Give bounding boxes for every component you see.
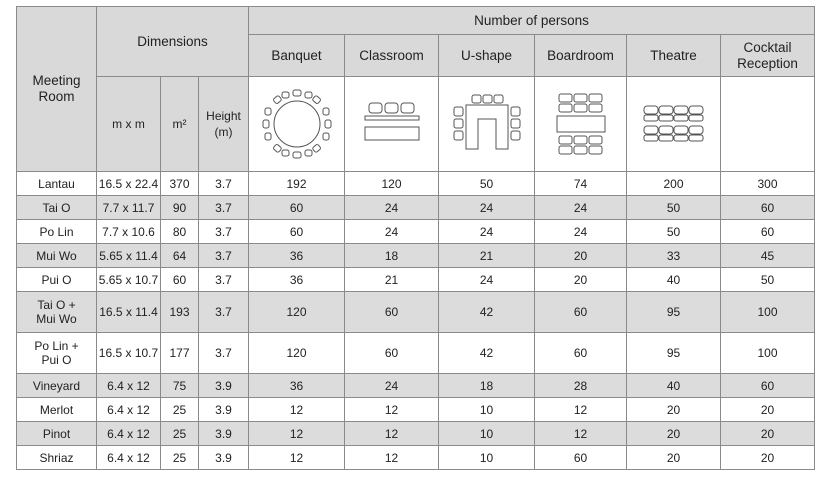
cell-area: 193 xyxy=(161,292,199,333)
cell-theatre: 33 xyxy=(627,244,721,268)
cell-ushape: 21 xyxy=(439,244,535,268)
table-row xyxy=(17,220,815,244)
cell-boardroom: 28 xyxy=(535,374,627,398)
cell-height: 3.7 xyxy=(199,244,249,268)
cell-theatre: 50 xyxy=(627,196,721,220)
cell-banquet: 36 xyxy=(249,268,345,292)
cell-theatre: 20 xyxy=(627,446,721,470)
header-number-of-persons: Number of persons xyxy=(249,7,815,35)
cell-banquet: 36 xyxy=(249,244,345,268)
table-row xyxy=(17,422,815,446)
cell-boardroom: 20 xyxy=(535,268,627,292)
u-shape-layout-icon xyxy=(439,77,535,172)
table-row xyxy=(17,374,815,398)
cell-cocktail: 100 xyxy=(721,333,815,374)
cell-classroom: 60 xyxy=(345,292,439,333)
cell-height: 3.7 xyxy=(199,292,249,333)
cell-theatre: 40 xyxy=(627,374,721,398)
header-theatre: Theatre xyxy=(627,35,721,77)
cell-ushape: 10 xyxy=(439,446,535,470)
cell-cocktail: 50 xyxy=(721,268,815,292)
cell-room: Mui Wo xyxy=(17,244,97,268)
cell-dims: 5.65 x 11.4 xyxy=(97,244,161,268)
banquet-layout-icon xyxy=(249,77,345,172)
cell-height: 3.7 xyxy=(199,268,249,292)
cocktail-layout-cell xyxy=(721,77,815,172)
cell-area: 370 xyxy=(161,172,199,196)
cell-banquet: 60 xyxy=(249,196,345,220)
cell-boardroom: 74 xyxy=(535,172,627,196)
cell-room: Tai O xyxy=(17,196,97,220)
cell-dims: 7.7 x 10.6 xyxy=(97,220,161,244)
cell-boardroom: 60 xyxy=(535,333,627,374)
cell-ushape: 24 xyxy=(439,268,535,292)
cell-height: 3.7 xyxy=(199,172,249,196)
cell-ushape: 10 xyxy=(439,398,535,422)
cell-area: 80 xyxy=(161,220,199,244)
header-m2: m² xyxy=(161,77,199,172)
cell-cocktail: 60 xyxy=(721,374,815,398)
header-classroom: Classroom xyxy=(345,35,439,77)
cell-classroom: 18 xyxy=(345,244,439,268)
cell-cocktail: 20 xyxy=(721,422,815,446)
cell-theatre: 40 xyxy=(627,268,721,292)
cell-boardroom: 12 xyxy=(535,422,627,446)
cell-height: 3.9 xyxy=(199,422,249,446)
cell-height: 3.9 xyxy=(199,398,249,422)
cell-area: 64 xyxy=(161,244,199,268)
theatre-layout-icon xyxy=(627,77,721,172)
boardroom-layout-icon xyxy=(535,77,627,172)
cell-classroom: 24 xyxy=(345,196,439,220)
cell-boardroom: 24 xyxy=(535,220,627,244)
table-row xyxy=(17,292,815,333)
cell-ushape: 24 xyxy=(439,196,535,220)
cell-classroom: 12 xyxy=(345,446,439,470)
cell-banquet: 60 xyxy=(249,220,345,244)
cell-ushape: 24 xyxy=(439,220,535,244)
header-cocktail-reception: Cocktail Reception xyxy=(721,35,815,77)
cell-room: Po Lin + Pui O xyxy=(17,333,97,374)
table-row xyxy=(17,244,815,268)
cell-cocktail: 20 xyxy=(721,446,815,470)
header-dimensions: Dimensions xyxy=(97,7,249,77)
header-height: Height (m) xyxy=(199,77,249,172)
table-row xyxy=(17,172,815,196)
table-row xyxy=(17,446,815,470)
cell-height: 3.9 xyxy=(199,374,249,398)
cell-boardroom: 60 xyxy=(535,292,627,333)
cell-boardroom: 24 xyxy=(535,196,627,220)
cell-area: 60 xyxy=(161,268,199,292)
cell-dims: 16.5 x 22.4 xyxy=(97,172,161,196)
cell-classroom: 21 xyxy=(345,268,439,292)
cell-classroom: 60 xyxy=(345,333,439,374)
cell-boardroom: 20 xyxy=(535,244,627,268)
cell-height: 3.9 xyxy=(199,446,249,470)
cell-boardroom: 12 xyxy=(535,398,627,422)
cell-ushape: 42 xyxy=(439,292,535,333)
cell-classroom: 24 xyxy=(345,374,439,398)
cell-dims: 16.5 x 11.4 xyxy=(97,292,161,333)
cell-banquet: 12 xyxy=(249,398,345,422)
cell-room: Merlot xyxy=(17,398,97,422)
cell-cocktail: 300 xyxy=(721,172,815,196)
table-row xyxy=(17,268,815,292)
cell-theatre: 95 xyxy=(627,292,721,333)
cell-cocktail: 45 xyxy=(721,244,815,268)
cell-classroom: 12 xyxy=(345,398,439,422)
header-m-x-m: m x m xyxy=(97,77,161,172)
cell-dims: 6.4 x 12 xyxy=(97,422,161,446)
cell-banquet: 12 xyxy=(249,446,345,470)
cell-room: Lantau xyxy=(17,172,97,196)
cell-banquet: 120 xyxy=(249,333,345,374)
cell-dims: 5.65 x 10.7 xyxy=(97,268,161,292)
cell-dims: 7.7 x 11.7 xyxy=(97,196,161,220)
cell-area: 25 xyxy=(161,446,199,470)
cell-cocktail: 100 xyxy=(721,292,815,333)
cell-ushape: 42 xyxy=(439,333,535,374)
cell-theatre: 95 xyxy=(627,333,721,374)
cell-height: 3.7 xyxy=(199,333,249,374)
cell-banquet: 36 xyxy=(249,374,345,398)
cell-room: Pinot xyxy=(17,422,97,446)
cell-banquet: 12 xyxy=(249,422,345,446)
cell-ushape: 50 xyxy=(439,172,535,196)
cell-banquet: 192 xyxy=(249,172,345,196)
cell-cocktail: 60 xyxy=(721,220,815,244)
cell-theatre: 50 xyxy=(627,220,721,244)
table-row xyxy=(17,398,815,422)
cell-area: 90 xyxy=(161,196,199,220)
cell-room: Vineyard xyxy=(17,374,97,398)
cell-height: 3.7 xyxy=(199,220,249,244)
cell-classroom: 24 xyxy=(345,220,439,244)
header-banquet: Banquet xyxy=(249,35,345,77)
cell-area: 177 xyxy=(161,333,199,374)
cell-boardroom: 60 xyxy=(535,446,627,470)
cell-room: Po Lin xyxy=(17,220,97,244)
cell-dims: 6.4 x 12 xyxy=(97,446,161,470)
cell-dims: 6.4 x 12 xyxy=(97,374,161,398)
cell-cocktail: 20 xyxy=(721,398,815,422)
cell-classroom: 120 xyxy=(345,172,439,196)
cell-dims: 16.5 x 10.7 xyxy=(97,333,161,374)
cell-ushape: 18 xyxy=(439,374,535,398)
cell-banquet: 120 xyxy=(249,292,345,333)
cell-theatre: 20 xyxy=(627,398,721,422)
cell-classroom: 12 xyxy=(345,422,439,446)
cell-area: 75 xyxy=(161,374,199,398)
cell-height: 3.7 xyxy=(199,196,249,220)
cell-theatre: 200 xyxy=(627,172,721,196)
header-meeting-room: Meeting Room xyxy=(17,7,97,172)
table-row xyxy=(17,333,815,374)
capacity-rows xyxy=(17,172,815,470)
header-boardroom: Boardroom xyxy=(535,35,627,77)
cell-cocktail: 60 xyxy=(721,196,815,220)
cell-room: Shriaz xyxy=(17,446,97,470)
cell-room: Tai O + Mui Wo xyxy=(17,292,97,333)
cell-theatre: 20 xyxy=(627,422,721,446)
header-u-shape: U-shape xyxy=(439,35,535,77)
cell-ushape: 10 xyxy=(439,422,535,446)
cell-dims: 6.4 x 12 xyxy=(97,398,161,422)
cell-area: 25 xyxy=(161,422,199,446)
cell-room: Pui O xyxy=(17,268,97,292)
table-row xyxy=(17,196,815,220)
classroom-layout-icon xyxy=(345,77,439,172)
meeting-room-capacity-table xyxy=(16,6,815,470)
cell-area: 25 xyxy=(161,398,199,422)
